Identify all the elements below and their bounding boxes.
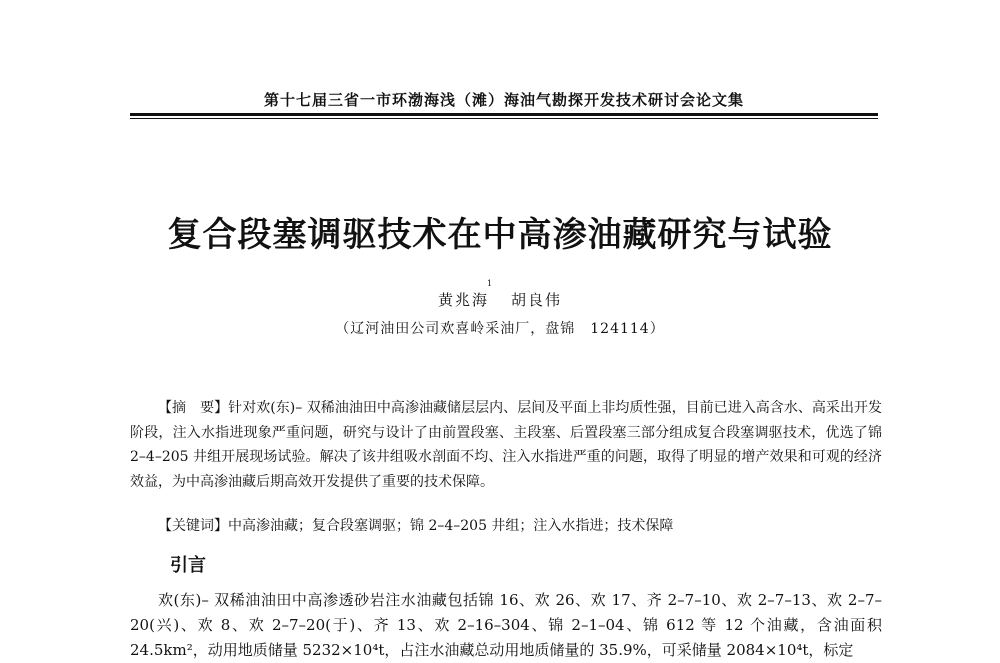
header-rule-thick: [130, 113, 878, 116]
abstract-paragraph: [130, 396, 882, 494]
author-superscript: 1: [487, 279, 493, 288]
section-heading-introduction: 引言: [170, 555, 206, 576]
proceedings-header: 第十七届三省一市环渤海浅（滩）海油气勘探开发技术研讨会论文集: [263, 91, 744, 109]
author-line: [0, 289, 1000, 310]
author-name-2: 胡良伟: [511, 291, 563, 309]
header-rule-thin: [130, 118, 878, 119]
abstract-label: 【摘 要】: [158, 400, 229, 416]
keywords-line: [158, 515, 882, 537]
affiliation: （辽河油田公司欢喜岭采油厂，盘锦 124114）: [335, 321, 665, 337]
author-name-1: 黄兆海: [437, 291, 489, 309]
introduction-paragraph: 欢(东)– 双稀油油田中高渗透砂岩注水油藏包括锦 16、欢 26、欢 17、齐 2–7–10、欢 2–7–13、欢 2–7–20(兴)、欢 8、欢 2–7–20(于)、齐 13、欢 2–16–304、锦 2–1–04、锦 612 等 12 个油藏，含油面积 24.5km²，动用地质储量 5232×10⁴t，占注水油藏总动用地质储量的 35.9%，可采储量 2084×10⁴t，标定: [130, 591, 882, 659]
keywords-text: 中高渗油藏；复合段塞调驱；锦 2–4–205 井组；注入水指进；技术保障: [228, 518, 674, 534]
keywords-label: 【关键词】: [158, 518, 228, 534]
abstract-text: 针对欢(东)– 双稀油油田中高渗油藏储层层内、层间及平面上非均质性强，目前已进入高含水、高采出开发阶段，注入水指进现象严重问题，研究与设计了由前置段塞、主段塞、后置段塞三部分组成复合段塞调驱技术，优选了锦 2–4–205 井组开展现场试验。解决了该井组吸水剖面不均、注入水指进严重的问题，取得了明显的增产效果和可观的经济效益，为中高渗油藏后期高效开发提供了重要的技术保障。: [130, 400, 883, 490]
paper-title: 复合段塞调驱技术在中高渗油藏研究与试验: [167, 215, 833, 255]
